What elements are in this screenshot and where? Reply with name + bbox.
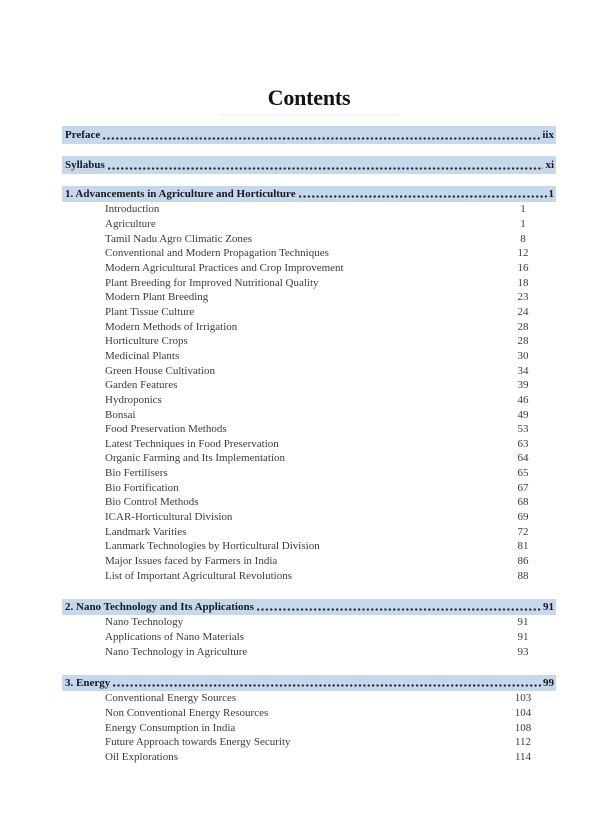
toc-entry-page-number: 28 [517, 320, 529, 333]
toc-entry-page-number: 24 [517, 305, 529, 318]
toc-entry-label: Nano Technology [105, 616, 184, 629]
toc-heading-page-number: 1 [548, 188, 554, 200]
toc-entry-label: Organic Farming and Its Implementation [105, 452, 286, 465]
toc-entry-row [62, 539, 556, 554]
dot-leader [299, 195, 547, 198]
toc-entry-label: Conventional and Modern Propagation Techniques [105, 247, 329, 260]
toc-heading-page-number: 99 [543, 677, 554, 690]
toc-section-heading-row [62, 599, 556, 615]
toc-entry-label: Bio Fortification [105, 481, 179, 494]
toc-entry-label: Non Conventional Energy Resources [105, 707, 269, 720]
toc-entry-label: Plant Breeding for Improved Nutritional Quality [105, 276, 319, 289]
toc-entry-row [62, 735, 556, 750]
toc-entry-page-number: 112 [514, 736, 532, 749]
toc-section-entries [62, 202, 556, 583]
toc-entry-page-number: 114 [514, 750, 532, 763]
toc-entry-page-number: 72 [517, 525, 529, 538]
front-matter-list [62, 126, 556, 174]
toc-heading-page-number: iix [542, 129, 554, 141]
toc-entry-page-number: 1 [520, 217, 526, 230]
toc-entry-label: Hydroponics [105, 393, 162, 406]
toc-entry-row [62, 202, 556, 217]
toc-entry-row [62, 290, 556, 305]
toc-entry-label: Introduction [105, 203, 160, 216]
toc-heading-page-number: 91 [543, 601, 554, 614]
toc-entry-label: Applications of Nano Materials [105, 631, 244, 644]
toc-entry-row [62, 305, 556, 320]
toc-entry-label: Bio Control Methods [105, 496, 199, 509]
toc-entry-row [62, 630, 556, 645]
toc-entry-page-number: 53 [517, 423, 529, 436]
toc-entry-row [62, 495, 556, 510]
toc-entry-page-number: 91 [517, 631, 529, 644]
toc-entry-page-number: 34 [517, 364, 529, 377]
toc-entry-label: Bonsai [105, 408, 136, 421]
toc-entry-row [62, 407, 556, 422]
toc-entry-label: Energy Consumption in India [105, 721, 236, 734]
toc-entry-page-number: 88 [517, 569, 529, 582]
toc-entry-row [62, 480, 556, 495]
toc-entry-page-number: 16 [517, 261, 529, 274]
toc-entry-page-number: 46 [517, 393, 529, 406]
toc-entry-label: Bio Fertilisers [105, 467, 168, 480]
dot-leader [257, 608, 541, 611]
toc-entry-row [62, 231, 556, 246]
toc-entry-page-number: 69 [517, 511, 529, 524]
toc-entry-page-number: 12 [517, 247, 529, 260]
toc-entry-label: Lanmark Technologies by Horticultural Division [105, 540, 320, 553]
toc-entry-label: Tamil Nadu Agro Climatic Zones [105, 232, 253, 245]
toc-entry-row [62, 706, 556, 721]
toc-heading-label: 2. Nano Technology and Its Applications [65, 601, 254, 614]
toc-entry-page-number: 81 [517, 540, 529, 553]
toc-entry-row [62, 261, 556, 276]
toc-entry-label: Latest Techniques in Food Preservation [105, 437, 279, 450]
toc-entry-row [62, 720, 556, 735]
dot-leader [108, 167, 544, 170]
toc-section-entries [62, 691, 556, 764]
toc-section [62, 599, 556, 659]
toc-entry-page-number: 67 [517, 481, 529, 494]
toc-entry-row [62, 275, 556, 290]
toc-entry-page-number: 93 [517, 645, 529, 658]
toc-entry-row [62, 644, 556, 659]
dot-leader [103, 137, 540, 140]
toc-entry-page-number: 28 [517, 335, 529, 348]
toc-entry-label: Horticulture Crops [105, 335, 188, 348]
toc-entry-row [62, 437, 556, 452]
toc-section [62, 186, 556, 583]
toc-entry-row [62, 319, 556, 334]
toc-entry-label: Food Preservation Methods [105, 423, 227, 436]
toc-entry-label: Landmark Varities [105, 525, 187, 538]
toc-heading-label: 3. Energy [65, 677, 111, 690]
toc-entry-label: List of Important Agricultural Revolutions [105, 569, 292, 582]
toc-entry-row [62, 349, 556, 364]
toc-entry-page-number: 65 [517, 467, 529, 480]
toc-entry-label: Agriculture [105, 217, 156, 230]
toc-heading-page-number: xi [545, 159, 554, 171]
toc-entry-row [62, 422, 556, 437]
toc-entry-row [62, 510, 556, 525]
toc-entry-label: Modern Plant Breeding [105, 291, 209, 304]
toc-entry-page-number: 18 [517, 276, 529, 289]
toc-entry-label: Plant Tissue Culture [105, 305, 195, 318]
toc-entry-row [62, 524, 556, 539]
toc-entry-row [62, 246, 556, 261]
toc-entry-page-number: 68 [517, 496, 529, 509]
toc-entry-label: Medicinal Plants [105, 349, 180, 362]
toc-entry-label: Modern Agricultural Practices and Crop Improvement [105, 261, 344, 274]
toc-entry-row [62, 217, 556, 232]
title-underline-smudge [219, 114, 399, 116]
toc-entry-page-number: 49 [517, 408, 529, 421]
sections-list [62, 186, 556, 764]
toc-entry-page-number: 23 [517, 291, 529, 304]
toc-entry-row [62, 334, 556, 349]
toc-front-matter-row [62, 126, 556, 144]
toc-entry-page-number: 64 [517, 452, 529, 465]
toc-entry-label: Conventional Energy Sources [105, 692, 237, 705]
toc-entry-row [62, 466, 556, 481]
toc-section-heading-row [62, 186, 556, 202]
toc-entry-label: Oil Explorations [105, 750, 179, 763]
toc-entry-row [62, 615, 556, 630]
toc-entry-page-number: 104 [514, 707, 532, 720]
toc-entry-row [62, 750, 556, 765]
toc-entry-label: Green House Cultivation [105, 364, 215, 377]
toc-entry-page-number: 1 [520, 203, 526, 216]
toc-section [62, 675, 556, 764]
toc-entry-label: ICAR-Horticultural Division [105, 511, 233, 524]
toc-section-entries [62, 615, 556, 659]
toc-section-heading-row [62, 675, 556, 691]
toc-entry-row [62, 691, 556, 706]
toc-entry-page-number: 30 [517, 349, 529, 362]
toc-entry-row [62, 451, 556, 466]
toc-heading-label: Syllabus [65, 159, 105, 171]
toc-entry-row [62, 568, 556, 583]
toc-content [62, 0, 556, 764]
toc-entry-row [62, 554, 556, 569]
toc-entry-label: Future Approach towards Energy Security [105, 736, 291, 749]
toc-entry-page-number: 8 [520, 232, 526, 245]
toc-entry-label: Modern Methods of Irrigation [105, 320, 238, 333]
toc-entry-row [62, 363, 556, 378]
toc-entry-row [62, 378, 556, 393]
toc-entry-label: Garden Features [105, 379, 178, 392]
toc-heading-label: 1. Advancements in Agriculture and Horticulture [65, 188, 296, 200]
toc-heading-label: Preface [65, 129, 101, 141]
toc-entry-page-number: 63 [517, 437, 529, 450]
toc-entry-row [62, 393, 556, 408]
toc-entry-page-number: 91 [517, 616, 529, 629]
toc-entry-page-number: 39 [517, 379, 529, 392]
page-title: Contents [267, 85, 351, 110]
toc-entry-page-number: 86 [517, 555, 529, 568]
toc-entry-label: Major Issues faced by Farmers in India [105, 555, 278, 568]
toc-front-matter-row [62, 156, 556, 174]
dot-leader [113, 684, 541, 687]
toc-entry-page-number: 103 [514, 692, 532, 705]
toc-entry-page-number: 108 [514, 721, 532, 734]
toc-entry-label: Nano Technology in Agriculture [105, 645, 248, 658]
